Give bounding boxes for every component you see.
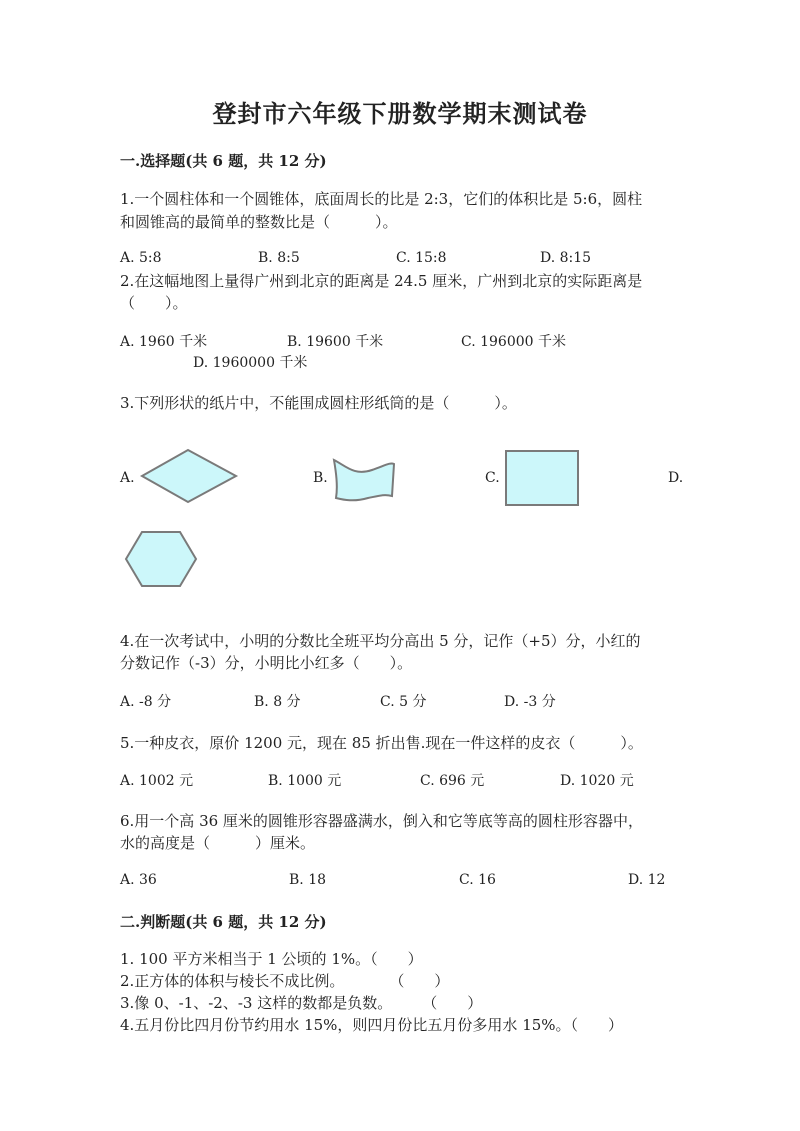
wavy-sheet-shape xyxy=(332,458,396,500)
q1-option-c: C. 15:8 xyxy=(396,250,447,266)
q2-option-b: B. 19600 千米 xyxy=(287,334,384,350)
q3-option-c-label: C. xyxy=(485,470,500,486)
judge-item-4: 4.五月份比四月份节约用水 15%，则四月份比五月份多用水 15%。（ ） xyxy=(120,1016,624,1034)
q1-line1: 1.一个圆柱体和一个圆锥体，底面周长的比是 2:3，它们的体积比是 5:6，圆柱 xyxy=(120,190,643,208)
q5-line1: 5.一种皮衣，原价 1200 元，现在 85 折出售.现在一件这样的皮衣（ ）。 xyxy=(120,734,643,752)
q1-option-b: B. 8:5 xyxy=(258,250,300,266)
hexagon-shape xyxy=(124,530,198,588)
page-title: 登封市六年级下册数学期末测试卷 xyxy=(212,99,588,128)
q4-option-d: D. -3 分 xyxy=(504,694,556,710)
judge-item-1: 1. 100 平方米相当于 1 公顷的 1%。（ ） xyxy=(120,950,423,968)
q5-option-c: C. 696 元 xyxy=(420,773,485,789)
q4-line1: 4.在一次考试中，小明的分数比全班平均分高出 5 分，记作（+5）分，小红的 xyxy=(120,632,641,650)
q2-option-d: D. 1960000 千米 xyxy=(193,355,308,371)
q5-option-d: D. 1020 元 xyxy=(560,773,634,789)
q1-option-d: D. 8:15 xyxy=(540,250,592,266)
q4-option-a: A. -8 分 xyxy=(120,694,172,710)
q1-line2: 和圆锥高的最简单的整数比是（ ）。 xyxy=(120,213,398,231)
section2-heading: 二.判断题(共 6 题，共 12 分) xyxy=(120,913,327,931)
q2-line1: 2.在这幅地图上量得广州到北京的距离是 24.5 厘米，广州到北京的实际距离是 xyxy=(120,272,643,290)
judge-item-2: 2.正方体的体积与棱长不成比例。 （ ） xyxy=(120,972,450,990)
q5-option-b: B. 1000 元 xyxy=(268,773,342,789)
q6-option-d: D. 12 xyxy=(628,872,666,888)
q5-option-a: A. 1002 元 xyxy=(120,773,194,789)
q1-option-a: A. 5:8 xyxy=(120,250,162,266)
q4-option-b: B. 8 分 xyxy=(254,694,301,710)
q3-option-d-label: D. xyxy=(668,470,684,486)
q4-line2: 分数记作（-3）分，小明比小红多（ ）。 xyxy=(120,654,413,672)
rhombus-shape xyxy=(140,448,238,504)
q6-option-c: C. 16 xyxy=(459,872,496,888)
q6-line2: 水的高度是（ ）厘米。 xyxy=(120,834,316,852)
section1-heading: 一.选择题(共 6 题，共 12 分) xyxy=(120,152,327,170)
q4-option-c: C. 5 分 xyxy=(380,694,427,710)
rectangle-shape xyxy=(505,450,579,506)
judge-item-3: 3.像 0、-1、-2、-3 这样的数都是负数。 （ ） xyxy=(120,994,483,1012)
q6-line1: 6.用一个高 36 厘米的圆锥形容器盛满水，倒入和它等底等高的圆柱形容器中， xyxy=(120,812,643,830)
q6-option-a: A. 36 xyxy=(120,872,157,888)
q3-line1: 3.下列形状的纸片中，不能围成圆柱形纸筒的是（ ）。 xyxy=(120,394,517,412)
q2-option-a: A. 1960 千米 xyxy=(120,334,208,350)
q2-line2: （ ）。 xyxy=(120,294,188,312)
q6-option-b: B. 18 xyxy=(289,872,327,888)
q2-option-c: C. 196000 千米 xyxy=(461,334,567,350)
q3-option-a-label: A. xyxy=(120,470,135,486)
q3-option-b-label: B. xyxy=(313,470,328,486)
